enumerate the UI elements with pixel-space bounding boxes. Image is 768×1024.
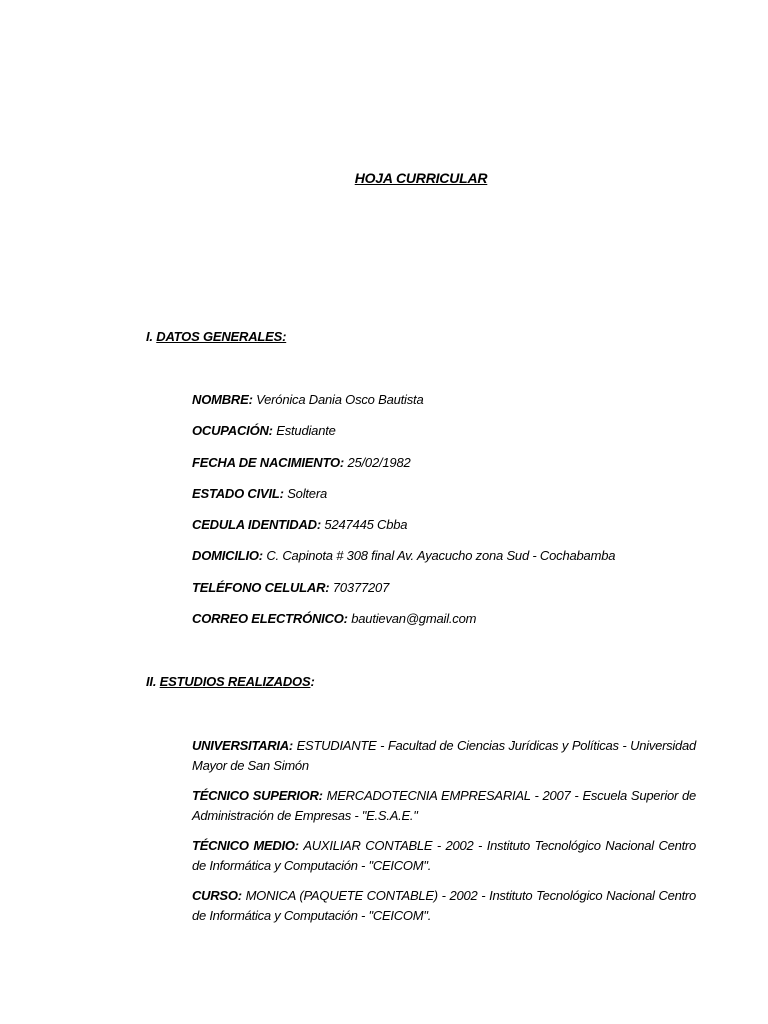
field-value: C. Capinota # 308 final Av. Ayacucho zona Sud - Cochabamba xyxy=(266,548,616,564)
study-label: CURSO: xyxy=(192,888,242,903)
field-value: Verónica Dania Osco Bautista xyxy=(256,392,424,407)
field-cedula-identidad xyxy=(192,516,615,547)
study-tecnico-medio xyxy=(192,836,696,876)
section-number: I. xyxy=(146,329,153,344)
field-domicilio xyxy=(192,547,615,578)
field-value: 70377207 xyxy=(332,579,390,595)
field-ocupacion xyxy=(192,422,615,453)
field-nombre xyxy=(192,391,615,422)
section-heading-datos-generales xyxy=(146,329,286,344)
field-value: 25/02/1982 xyxy=(347,454,411,470)
field-label: OCUPACIÓN: xyxy=(192,423,273,439)
section-title: DATOS GENERALES: xyxy=(156,329,287,344)
study-curso xyxy=(192,886,696,926)
field-label: CORREO ELECTRÓNICO: xyxy=(192,611,348,627)
email-value: bautievan@gmail.com xyxy=(351,611,477,627)
study-value: ESTUDIANTE - Facultad de Ciencias Jurídicas y Políticas - Universidad Mayor de San Simón xyxy=(192,738,696,773)
field-label: CEDULA IDENTIDAD: xyxy=(192,517,321,533)
field-value: Soltera xyxy=(287,485,327,501)
study-label: UNIVERSITARIA: xyxy=(192,738,293,753)
study-label: TÉCNICO SUPERIOR: xyxy=(192,788,323,803)
field-label: FECHA DE NACIMIENTO: xyxy=(192,454,345,470)
field-label: DOMICILIO: xyxy=(192,548,263,564)
field-value: Estudiante xyxy=(276,423,336,439)
field-label: NOMBRE: xyxy=(192,392,253,407)
study-label: TÉCNICO MEDIO: xyxy=(192,838,299,853)
study-value: MERCADOTECNIA EMPRESARIAL - 2007 - Escuela Superior de Administración de Empresas - "E.S.A.E." xyxy=(192,788,696,823)
general-data-list xyxy=(192,391,615,641)
field-estado-civil xyxy=(192,485,615,516)
section-heading-estudios-realizados xyxy=(146,674,315,689)
section-title-suffix: : xyxy=(310,674,315,689)
section-title: ESTUDIOS REALIZADOS xyxy=(159,674,311,689)
field-label: TELÉFONO CELULAR: xyxy=(192,579,330,595)
study-universitaria xyxy=(192,736,696,776)
field-value: 5247445 Cbba xyxy=(324,517,408,533)
field-correo-electronico xyxy=(192,610,615,641)
study-value: MONICA (PAQUETE CONTABLE) - 2002 - Instituto Tecnológico Nacional Centro de Informática y Computación - "CEICOM". xyxy=(192,888,696,923)
section-number: II. xyxy=(146,674,157,689)
field-fecha-nacimiento xyxy=(192,454,615,485)
studies-list xyxy=(192,736,696,936)
field-label: ESTADO CIVIL: xyxy=(192,485,284,501)
study-tecnico-superior xyxy=(192,786,696,826)
field-telefono-celular xyxy=(192,579,615,610)
study-value: AUXILIAR CONTABLE - 2002 - Instituto Tecnológico Nacional Centro de Informática y Computación - "CEICOM". xyxy=(192,838,696,873)
document-title: HOJA CURRICULAR xyxy=(354,170,488,186)
